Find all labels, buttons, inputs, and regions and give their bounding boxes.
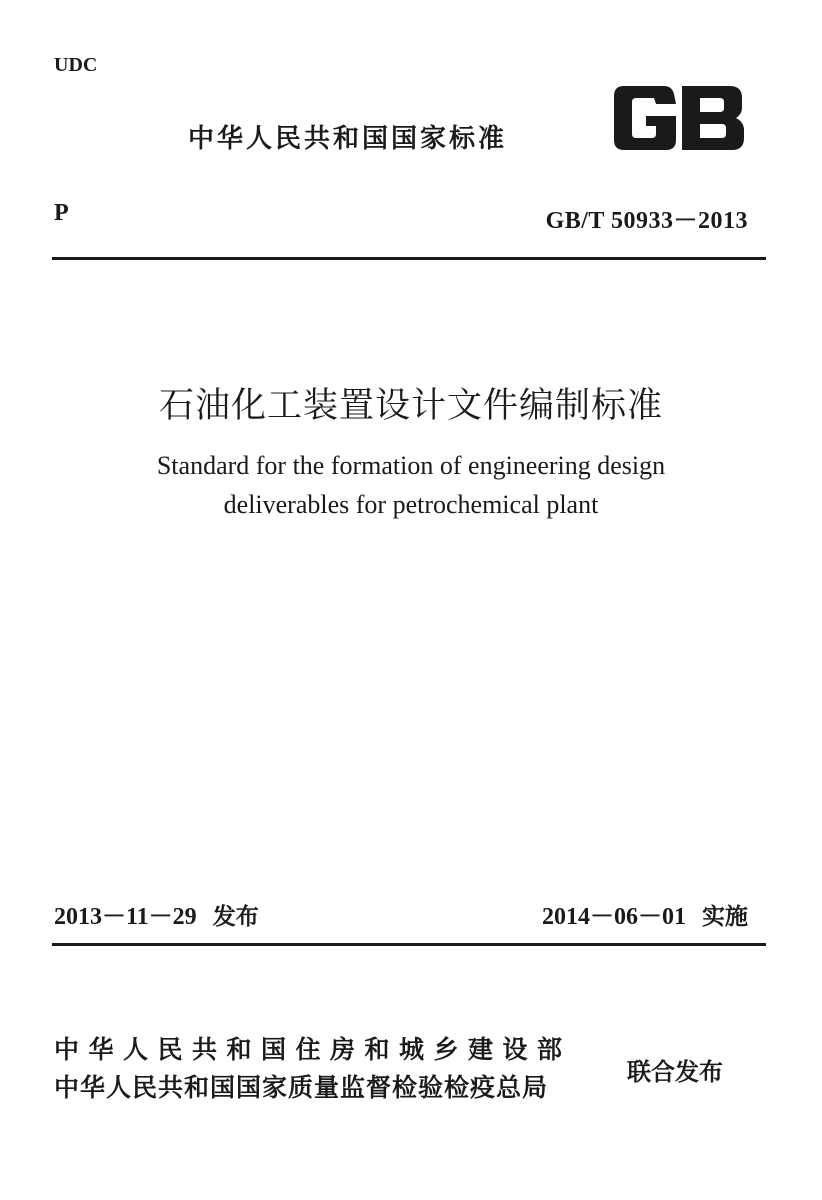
english-title-line-1: Standard for the formation of engineering design — [156, 451, 666, 480]
issue-date: 2013－11－29 — [54, 904, 197, 930]
effective-date: 2014－06－01 — [542, 904, 686, 930]
standard-number: GB/T 50933－2013 — [545, 208, 748, 234]
gb-logo — [606, 82, 748, 154]
chinese-title: 石油化工装置设计文件编制标准 — [158, 386, 663, 426]
joint-issue-label: 联合发布 — [627, 1058, 723, 1086]
issuer-aqsiq: 中华人民共和国国家质量监督检验检疫总局 — [54, 1073, 549, 1102]
national-standard-heading: 中华人民共和国国家标准 — [188, 124, 508, 154]
english-title-line-2: deliverables for petrochemical plant — [223, 490, 599, 519]
gb-logo-b-shape — [682, 86, 744, 150]
effective-date-block — [542, 896, 748, 931]
gb-logo-text: GB — [677, 126, 679, 127]
issue-label: 发布 — [212, 904, 259, 930]
udc-label: UDC — [54, 54, 98, 76]
issue-date-block — [54, 896, 259, 931]
effective-label: 实施 — [702, 904, 748, 930]
issuer-ministry-housing: 中华人民共和国住房和城乡建设部 — [54, 1035, 572, 1064]
classification-code: P — [54, 200, 69, 226]
header-divider — [52, 257, 766, 260]
gb-logo-g-shape — [614, 86, 676, 150]
footer-divider — [52, 943, 766, 946]
